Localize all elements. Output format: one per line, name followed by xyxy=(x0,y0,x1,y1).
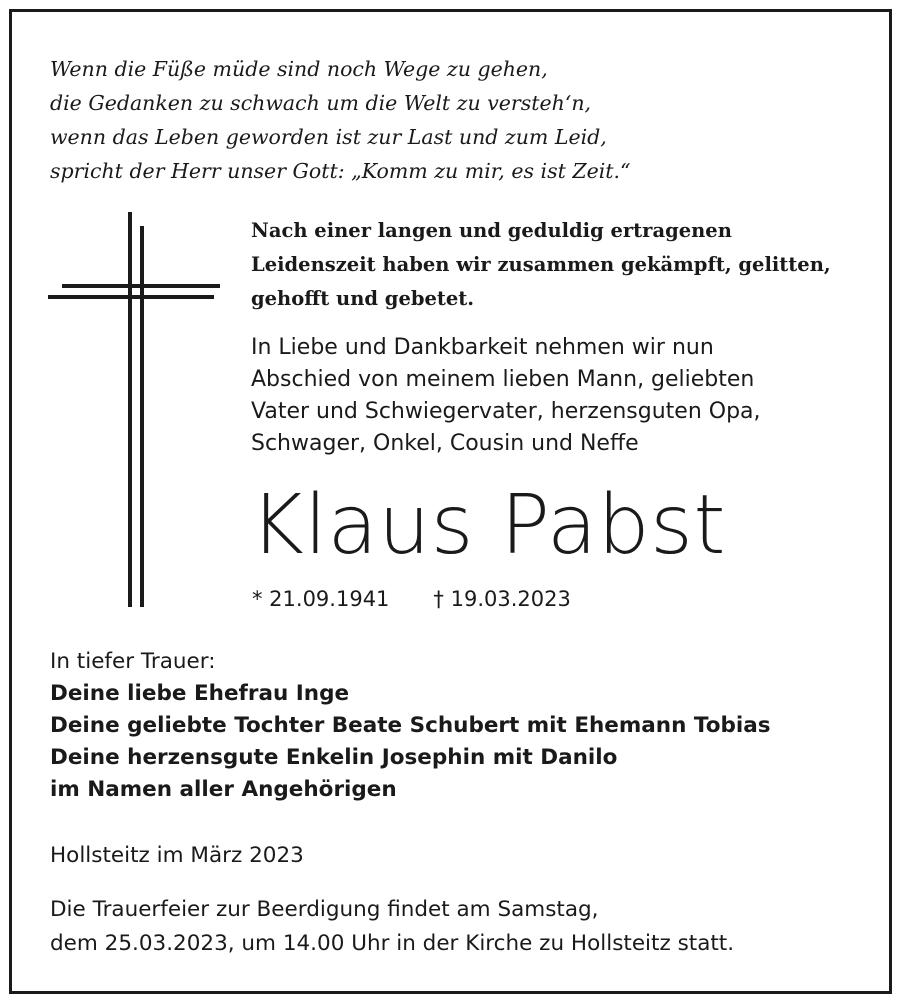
mourner-line: Deine herzensgute Enkelin Josephin mit Danilo xyxy=(50,745,618,770)
poem-line: Wenn die Füße müde sind noch Wege zu gehen, xyxy=(50,57,548,81)
mourner-line: im Namen aller Angehörigen xyxy=(50,777,397,802)
life-dates xyxy=(252,584,571,614)
service-line: dem 25.03.2023, um 14.00 Uhr in der Kirche zu Hollsteitz statt. xyxy=(50,931,735,956)
place-date: Hollsteitz im März 2023 xyxy=(50,843,304,868)
intro-line: Nach einer langen und geduldig ertragenen xyxy=(251,219,732,242)
farewell-text xyxy=(251,332,761,460)
farewell-line: Vater und Schwiegervater, herzensguten Opa, xyxy=(251,399,761,424)
mourners-intro: In tiefer Trauer: xyxy=(50,649,216,674)
poem-line: wenn das Leben geworden ist zur Last und zum Leid, xyxy=(50,125,607,149)
farewell-line: In Liebe und Dankbarkeit nehmen wir nun xyxy=(251,335,714,360)
mourner-line: Deine geliebte Tochter Beate Schubert mit Ehemann Tobias xyxy=(50,713,771,738)
mourner-line: Deine liebe Ehefrau Inge xyxy=(50,681,350,706)
deceased-name: Klaus Pabst xyxy=(250,478,726,573)
farewell-line: Schwager, Onkel, Cousin und Neffe xyxy=(251,431,639,456)
birth-date: * 21.09.1941 xyxy=(252,587,390,611)
poem-line: die Gedanken zu schwach um die Welt zu versteh‘n, xyxy=(50,91,592,115)
intro-text xyxy=(251,214,831,316)
farewell-line: Abschied von meinem lieben Mann, geliebten xyxy=(251,367,755,392)
intro-line: gehofft und gebetet. xyxy=(251,287,475,310)
poem-line: spricht der Herr unser Gott: „Komm zu mir, es ist Zeit.“ xyxy=(50,159,631,183)
death-date: † 19.03.2023 xyxy=(433,587,571,611)
cross-icon xyxy=(48,212,220,607)
funeral-service-info xyxy=(50,893,734,961)
intro-line: Leidenszeit haben wir zusammen gekämpft, gelitten, xyxy=(251,253,831,276)
poem-verse xyxy=(50,52,631,188)
mourners-block xyxy=(50,646,771,806)
service-line: Die Trauerfeier zur Beerdigung findet am Samstag, xyxy=(50,897,599,922)
